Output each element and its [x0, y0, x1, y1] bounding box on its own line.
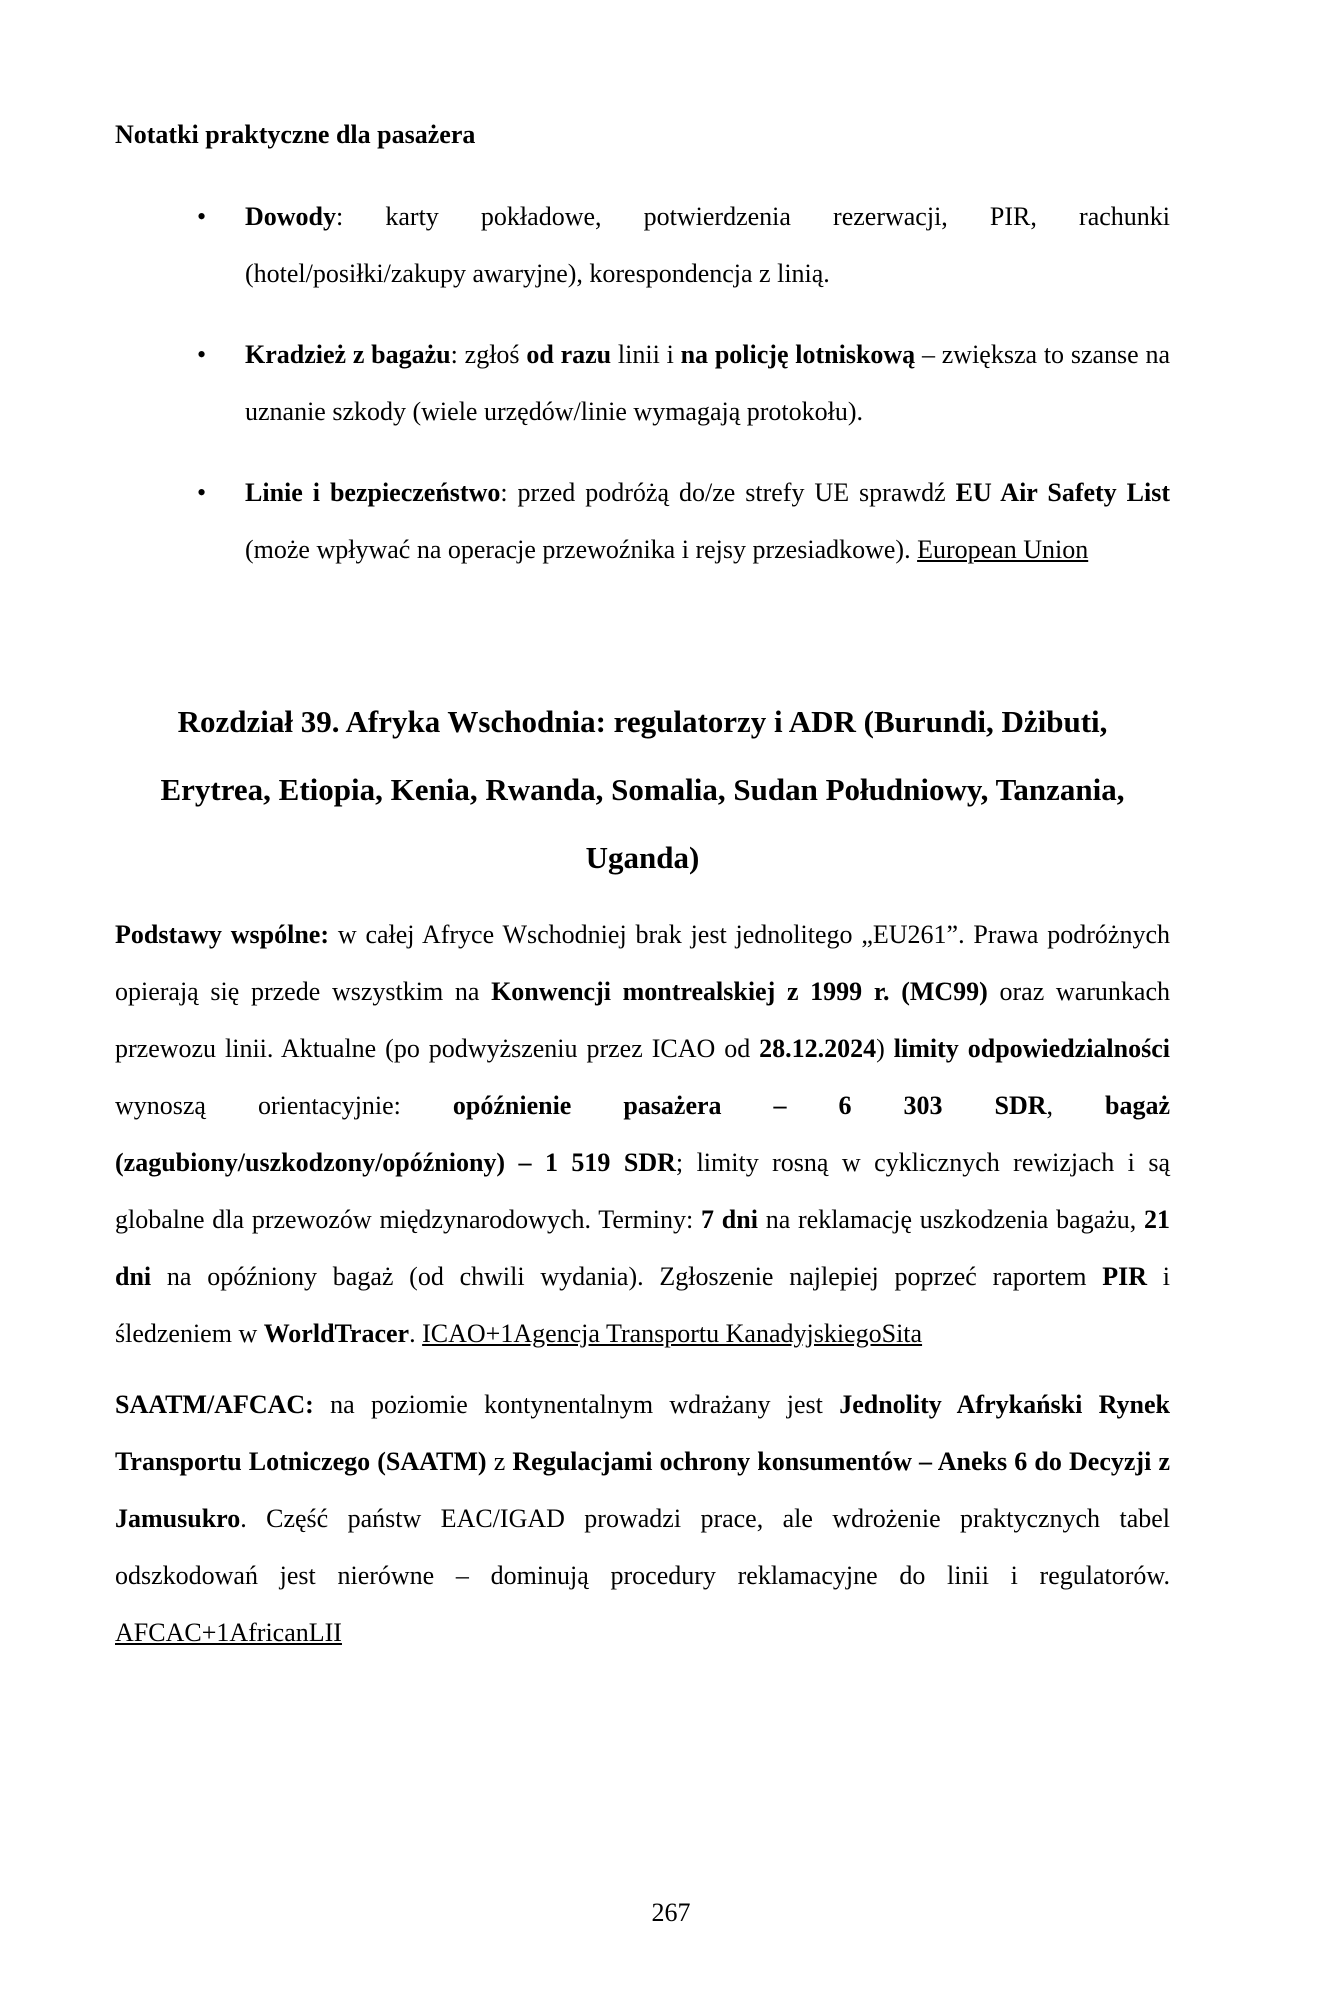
text-segment: i śledzeniem w: [115, 1261, 1170, 1348]
text-segment: EU Air Safety List: [955, 477, 1170, 507]
page-number: 267: [651, 1898, 691, 1927]
text-segment: Konwencji montrealskiej z 1999 r. (MC99): [491, 976, 988, 1006]
inline-link[interactable]: ICAO+1Agencja Transportu KanadyjskiegoSita: [422, 1318, 923, 1348]
text-segment: na policję lotniskową: [680, 339, 916, 369]
text-segment: bagaż (zagubiony/uszkodzony/opóźniony) – 1 519 SDR: [115, 1090, 1170, 1177]
text-segment: linii i: [611, 339, 681, 369]
inline-link[interactable]: European Union: [917, 534, 1089, 564]
text-segment: WorldTracer: [263, 1318, 410, 1348]
text-segment: . Część państw EAC/IGAD prowadzi prace, ale wdrożenie praktycznych tabel odszkodowań jest nierówne – dominują procedury reklamacyjne do linii i regulatorów.: [115, 1503, 1170, 1590]
text-segment: na poziomie kontynentalnym wdrażany jest: [313, 1389, 840, 1419]
text-segment: wynoszą orientacyjnie:: [115, 1090, 453, 1120]
text-segment: Kradzież z bagażu: [245, 339, 451, 369]
bullet-item-linie: [197, 464, 1170, 578]
bullet-marker: •: [197, 201, 207, 231]
text-segment: na opóźniony bagaż (od chwili wydania). Zgłoszenie najlepiej poprzeć raportem: [151, 1261, 1103, 1291]
text-segment: oraz warunkach przewozu linii. Aktualne (po podwyższeniu przez ICAO od: [115, 976, 1170, 1063]
bullet-item-dowody: [197, 188, 1170, 302]
text-segment: : karty pokładowe, potwierdzenia rezerwacji, PIR, rachunki (hotel/posiłki/zakupy awaryjne), korespondencja z linią.: [245, 201, 1170, 288]
text-segment: Dowody: [245, 201, 337, 231]
bullet-text: [245, 340, 1170, 426]
text-segment: opóźnienie pasażera – 6 303 SDR: [452, 1090, 1047, 1120]
text-segment: Podstawy wspólne:: [115, 919, 329, 949]
text-segment: 21 dni: [115, 1204, 1170, 1291]
inline-link[interactable]: AFCAC+1AfricanLII: [115, 1617, 342, 1647]
bullet-marker: •: [197, 477, 207, 507]
bullet-marker: •: [197, 339, 207, 369]
bullet-text: [245, 202, 1170, 288]
paragraph-saatm-afcac: [115, 1376, 1170, 1661]
bullet-text: [245, 478, 1170, 564]
text-segment: – zwiększa to szanse na uznanie szkody (wiele urzędów/linie wymagają protokołu).: [245, 339, 1171, 426]
page-content: [115, 118, 1170, 1675]
text-segment: 28.12.2024: [759, 1033, 877, 1063]
text-segment: : przed podróżą do/ze strefy UE sprawdź: [500, 477, 956, 507]
text-segment: z: [486, 1446, 513, 1476]
chapter-heading: Rozdział 39. Afryka Wschodnia: regulatorzy i ADR (Burundi, Dżibuti, Erytrea, Etiopia, Kenia, Rwanda, Somalia, Sudan Południowy, Tanzania, Uganda): [160, 703, 1125, 875]
paragraph-podstawy-wspolne: [115, 906, 1170, 1362]
text-segment: na reklamację uszkodzenia bagażu,: [757, 1204, 1144, 1234]
section-heading-notatki: Notatki praktyczne dla pasażera: [115, 120, 476, 149]
text-segment: : zgłoś: [450, 339, 527, 369]
text-segment: Regulacjami ochrony konsumentów – Aneks 6 do Decyzji z Jamusukro: [115, 1446, 1170, 1533]
bullet-item-kradziez: [197, 326, 1171, 440]
text-segment: SAATM/AFCAC:: [115, 1389, 314, 1419]
text-segment: (może wpływać na operacje przewoźnika i rejsy przesiadkowe).: [245, 534, 918, 564]
text-segment: Linie i bezpieczeństwo: [245, 477, 501, 507]
text-segment: ,: [1046, 1090, 1105, 1120]
text-segment: od razu: [526, 339, 612, 369]
text-segment: .: [409, 1318, 423, 1348]
text-segment: w całej Afryce Wschodniej brak jest jednolitego „EU261”. Prawa podróżnych opierają się przede wszystkim na: [115, 919, 1170, 1006]
text-segment: PIR: [1102, 1261, 1147, 1291]
text-segment: ; limity rosną w cyklicznych rewizjach i są globalne dla przewozów międzynarodowych. Terminy:: [115, 1147, 1171, 1234]
bullet-list: [115, 188, 1170, 578]
text-segment: ): [876, 1033, 894, 1063]
text-segment: limity odpowiedzialności: [893, 1033, 1170, 1063]
text-segment: Jednolity Afrykański Rynek Transportu Lotniczego (SAATM): [115, 1389, 1170, 1476]
text-segment: 7 dni: [701, 1204, 758, 1234]
